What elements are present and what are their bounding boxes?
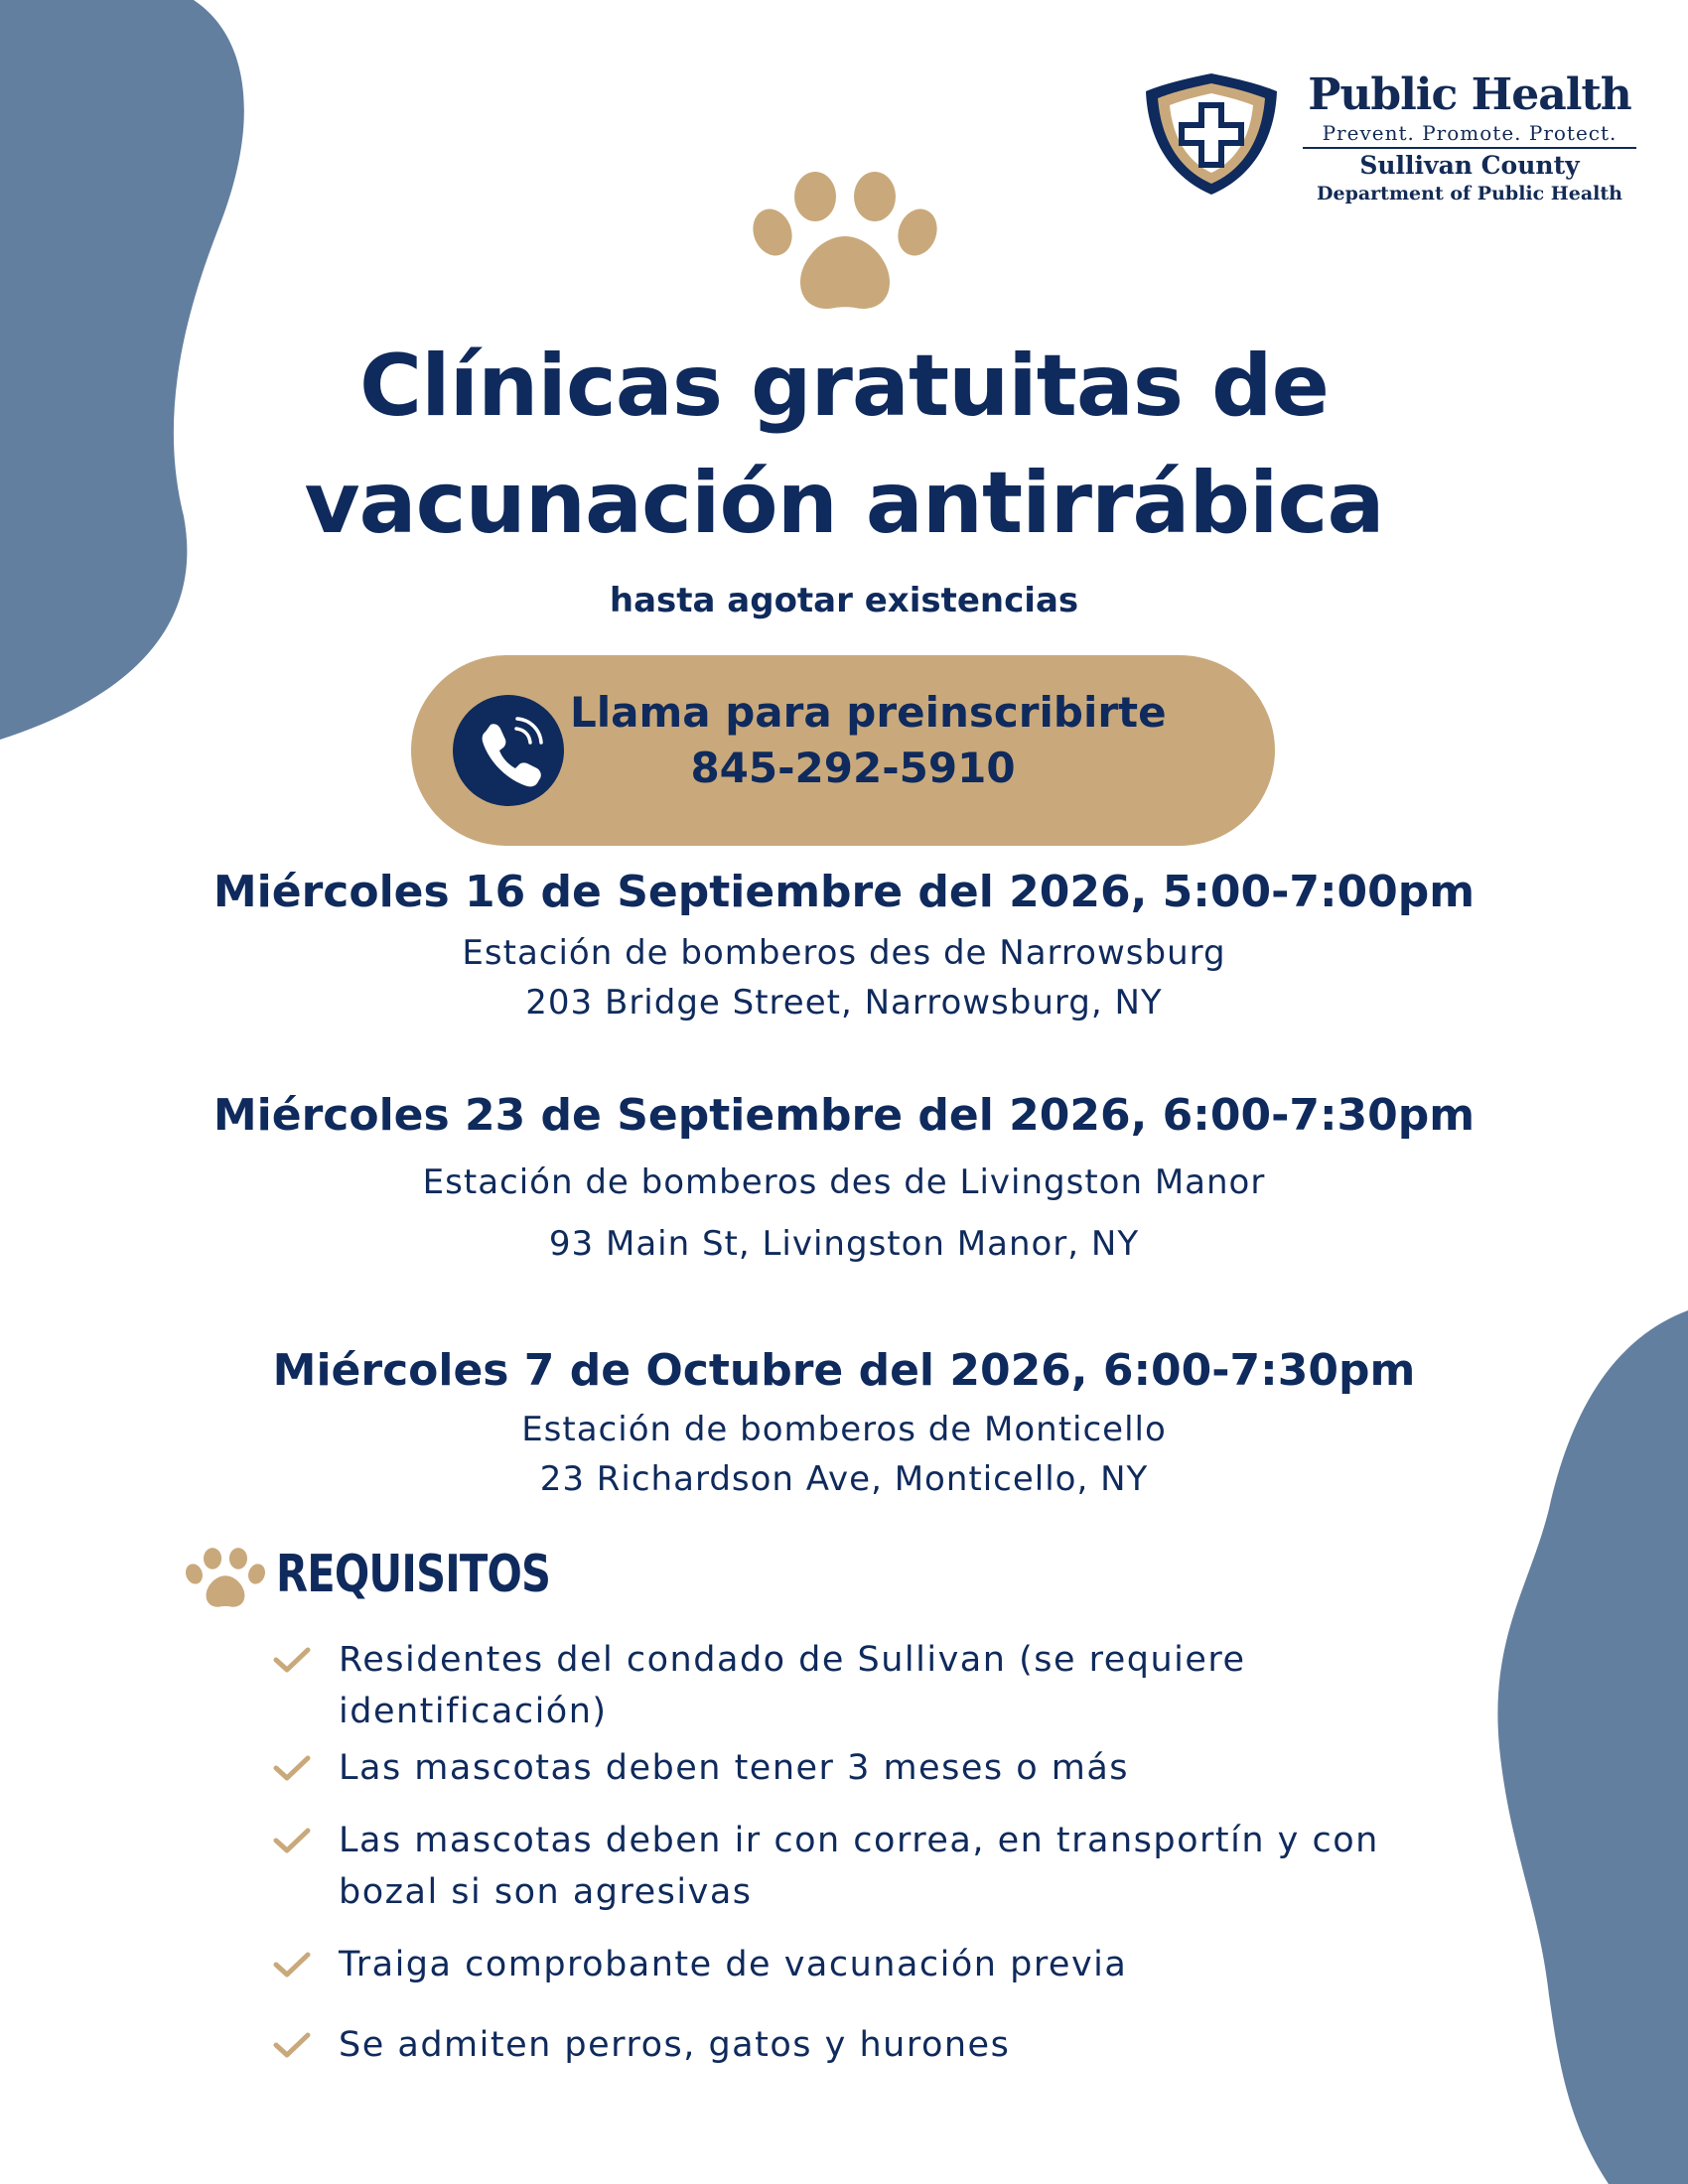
checkmark-icon bbox=[273, 2031, 311, 2059]
phone-icon bbox=[453, 695, 564, 806]
requirement-text: Traiga comprobante de vacunación previa bbox=[339, 1945, 1128, 1984]
event-date: Miércoles 7 de Octubre del 2026, 6:00-7:30pm bbox=[272, 1345, 1416, 1396]
event-date: Miércoles 23 de Septiembre del 2026, 6:00-7:30pm bbox=[212, 1090, 1476, 1141]
call-text bbox=[570, 685, 1167, 796]
title-line-2: vacunación antirrábica bbox=[304, 454, 1384, 553]
requirement-text: Se admiten perros, gatos y hurones bbox=[339, 2025, 1011, 2065]
event-address: 93 Main St, Livingston Manor, NY bbox=[548, 1224, 1140, 1264]
checkmark-icon bbox=[273, 1646, 311, 1674]
paw-print-icon bbox=[751, 171, 939, 315]
checkmark-icon bbox=[273, 1951, 311, 1979]
event-place: Estación de bomberos des de Livingston Manor bbox=[422, 1162, 1266, 1202]
requirements-heading: REQUISITOS bbox=[276, 1545, 551, 1604]
event-date: Miércoles 16 de Septiembre del 2026, 5:00-7:00pm bbox=[212, 867, 1476, 917]
phone-icon-badge bbox=[453, 695, 564, 806]
requirement-text: Las mascotas deben tener 3 meses o más bbox=[339, 1748, 1130, 1788]
clinic-event bbox=[149, 1090, 1539, 1264]
paw-print-small-icon bbox=[185, 1545, 266, 1612]
event-place: Estación de bomberos des de Narrowsburg bbox=[462, 933, 1226, 973]
logo-title: Public Health bbox=[1308, 69, 1631, 120]
event-place: Estación de bomberos de Monticello bbox=[521, 1410, 1167, 1449]
checkmark-icon bbox=[273, 1754, 311, 1782]
shield-cross-icon bbox=[1142, 69, 1281, 199]
requirement-text: Las mascotas deben ir con correa, en transportín y con bozal si son agresivas bbox=[339, 1821, 1379, 1912]
phone-number: 845-292-5910 bbox=[690, 744, 1016, 792]
logo-county: Sullivan County bbox=[1359, 151, 1580, 180]
call-to-register-banner bbox=[411, 655, 1275, 846]
checkmark-icon bbox=[273, 1827, 311, 1854]
title-line-1: Clínicas gratuitas de bbox=[359, 337, 1329, 436]
event-address: 203 Bridge Street, Narrowsburg, NY bbox=[525, 983, 1163, 1023]
clinic-event bbox=[149, 867, 1539, 1023]
page-title bbox=[149, 328, 1539, 562]
requirement-text: Residentes del condado de Sullivan (se requiere identificación) bbox=[339, 1640, 1246, 1731]
logo-tagline: Prevent. Promote. Protect. bbox=[1303, 121, 1636, 149]
event-address: 23 Richardson Ave, Monticello, NY bbox=[539, 1459, 1149, 1499]
subtitle: hasta agotar existencias bbox=[609, 581, 1079, 620]
clinic-event bbox=[149, 1345, 1539, 1499]
logo-department: Department of Public Health bbox=[1317, 183, 1622, 205]
call-label: Llama para preinscribirte bbox=[570, 688, 1167, 737]
public-health-logo bbox=[1142, 69, 1648, 218]
